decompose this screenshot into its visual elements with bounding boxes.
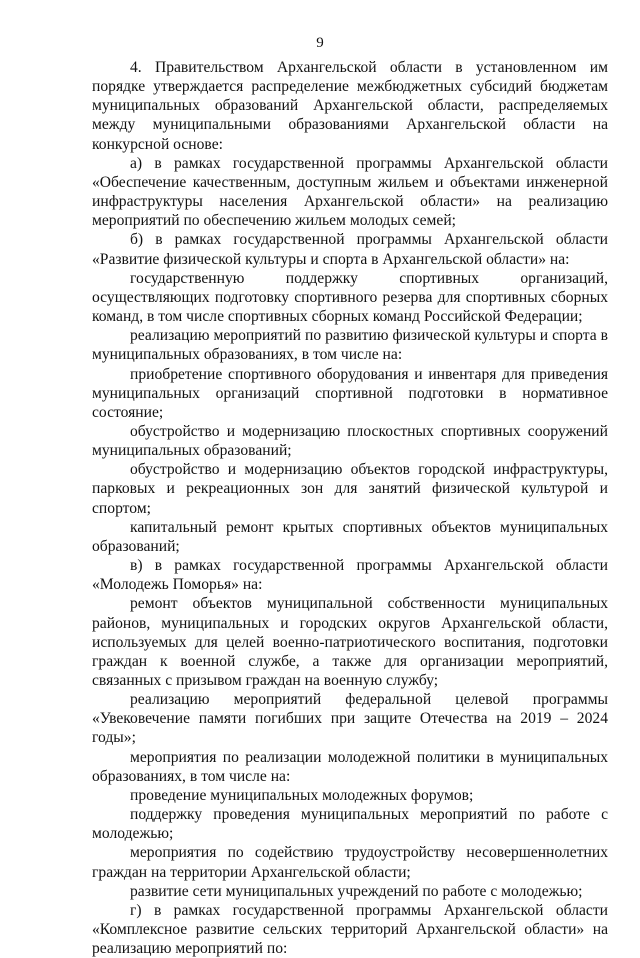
document-body bbox=[92, 58, 608, 958]
paragraph: поддержку проведения муниципальных мероприятий по работе с молодежью; bbox=[92, 806, 608, 843]
paragraph: развитие сети муниципальных учреждений по работе с молодежью; bbox=[130, 882, 583, 900]
paragraph: мероприятия по реализации молодежной политики в муниципальных образованиях, в том числе на: bbox=[92, 748, 608, 785]
paragraph: обустройство и модернизацию плоскостных спортивных сооружений муниципальных образований; bbox=[92, 422, 608, 460]
paragraph: приобретение спортивного оборудования и инвентаря для приведения муниципальных организаций спортивной подготовки в нормативное состояние; bbox=[92, 365, 608, 421]
paragraph: государственную поддержку спортивных организаций, осуществляющих подготовку спортивного резерва для спортивных сборных команд, в том числе спортивных сборных команд Российской Федерации; bbox=[92, 269, 608, 326]
paragraph: мероприятия по содействию трудоустройству несовершеннолетних граждан на территории Архангельской области; bbox=[92, 844, 608, 881]
paragraph: г) в рамках государственной программы Архангельской области «Комплексное развитие сельских территорий Архангельской области» на реализацию мероприятий по: bbox=[92, 901, 608, 958]
paragraph: в) в рамках государственной программы Архангельской области «Молодежь Поморья» на: bbox=[92, 557, 608, 594]
page-number: 9 bbox=[316, 35, 324, 51]
paragraph: реализацию мероприятий федеральной целевой программы «Увековечение памяти погибших при защите Отечества на 2019 – 2024 годы»; bbox=[92, 691, 608, 747]
paragraph: проведение муниципальных молодежных форумов; bbox=[130, 786, 474, 804]
paragraph: а) в рамках государственной программы Архангельской области «Обеспечение качественным, доступным жильем и объектами инженерной инфраструктуры населения Архангельской области» на реализацию мероприятий по обеспечению жильем молодых семей; bbox=[92, 154, 608, 230]
paragraph: ремонт объектов муниципальной собственности муниципальных районов, муниципальных и городских округов Архангельской области, используемых для целей военно-патриотического воспитания, подготовки граждан к военной службе, а также для организации мероприятий, связанных с призывом граждан на военную службу; bbox=[92, 595, 608, 689]
paragraph: реализацию мероприятий по развитию физической культуры и спорта в муниципальных образованиях, в том числе на: bbox=[92, 327, 608, 364]
paragraph: обустройство и модернизацию объектов городской инфраструктуры, парковых и рекреационных зон для занятий физической культурой и спортом; bbox=[92, 461, 608, 517]
paragraph: капитальный ремонт крытых спортивных объектов муниципальных образований; bbox=[92, 518, 608, 555]
paragraph: б) в рамках государственной программы Архангельской области «Развитие физической культуры и спорта в Архангельской области» на: bbox=[92, 231, 608, 268]
paragraph: 4. Правительством Архангельской области в установленном им порядке утверждается распределение межбюджетных субсидий бюджетам муниципальных образований Архангельской области, распределяемых между муниципальными образованиями Архангельской области на конкурсной основе: bbox=[92, 59, 608, 153]
